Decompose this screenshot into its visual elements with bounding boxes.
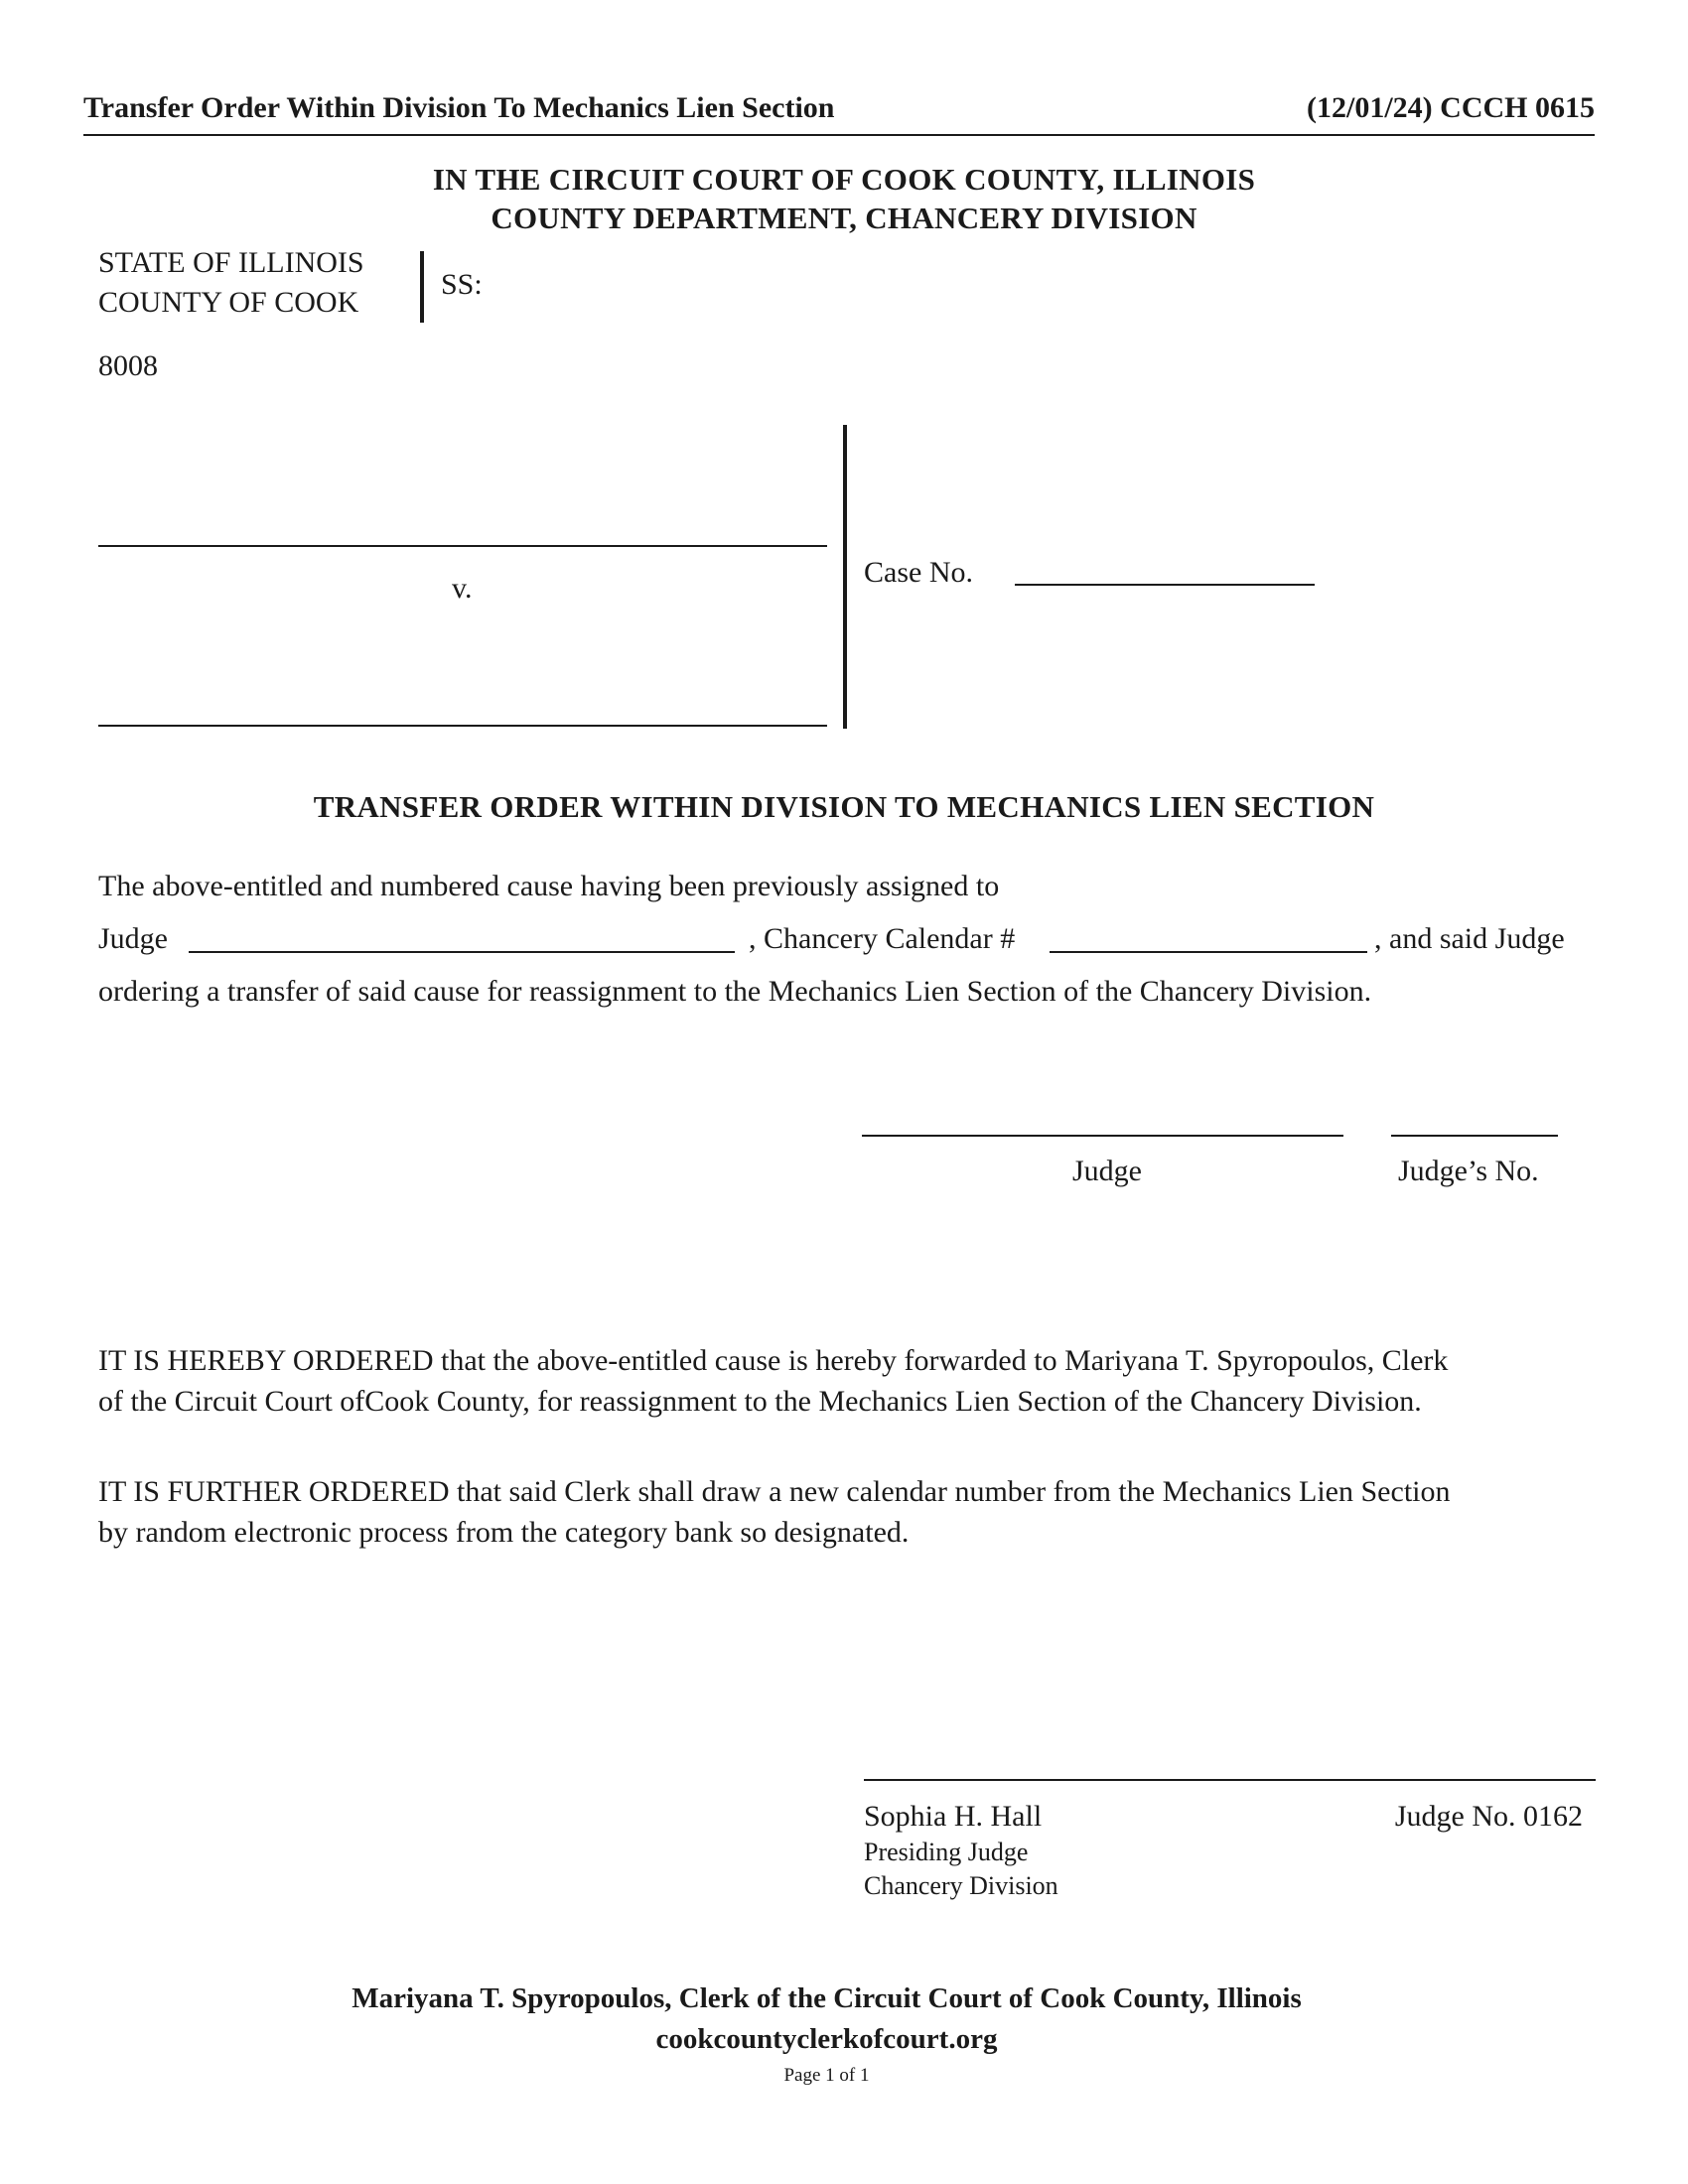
versus-label: v. — [452, 572, 473, 605]
case-no-field[interactable] — [1015, 584, 1315, 586]
judge-number-label: Judge’s No. — [1398, 1155, 1539, 1187]
venue-code: 8008 — [98, 349, 158, 382]
judge-number-field[interactable] — [1391, 1135, 1558, 1137]
form-title: Transfer Order Within Division To Mechanics Lien Section — [83, 91, 835, 124]
caption-divider — [843, 425, 847, 729]
court-title-line1: IN THE CIRCUIT COURT OF COOK COUNTY, ILLINOIS — [432, 162, 1256, 197]
judge-signature-field[interactable] — [862, 1135, 1343, 1137]
court-title-line2: COUNTY DEPARTMENT, CHANCERY DIVISION — [491, 201, 1197, 235]
form-code: (12/01/24) CCCH 0615 — [1307, 91, 1595, 124]
venue-bar — [420, 251, 424, 323]
venue-county: COUNTY OF COOK — [98, 286, 359, 319]
judge-signature-label: Judge — [1072, 1155, 1142, 1187]
footer-clerk: Mariyana T. Spyropoulos, Clerk of the Circuit Court of Cook County, Illinois — [352, 1982, 1302, 2014]
plaintiff-field[interactable] — [98, 545, 827, 547]
order-title: TRANSFER ORDER WITHIN DIVISION TO MECHANICS LIEN SECTION — [313, 789, 1375, 824]
defendant-field[interactable] — [98, 725, 827, 727]
further-ordered-line1: IT IS FURTHER ORDERED that said Clerk shall draw a new calendar number from the Mechanics Lien Section — [98, 1475, 1451, 1508]
footer-website[interactable]: cookcountyclerkofcourt.org — [655, 2023, 998, 2055]
presiding-judge-division: Chancery Division — [864, 1871, 1058, 1900]
calendar-label: , Chancery Calendar # — [749, 922, 1016, 955]
page-number: Page 1 of 1 — [783, 2065, 870, 2086]
assignment-ordering: ordering a transfer of said cause for reassignment to the Mechanics Lien Section of the Chancery Division. — [98, 975, 1372, 1008]
presiding-judge-name: Sophia H. Hall — [864, 1800, 1043, 1833]
and-said-judge: , and said Judge — [1374, 922, 1565, 955]
presiding-judge-title: Presiding Judge — [864, 1838, 1029, 1866]
header-rule — [83, 134, 1595, 136]
further-ordered-line2: by random electronic process from the category bank so designated. — [98, 1516, 910, 1549]
calendar-number-field[interactable] — [1050, 951, 1367, 953]
venue-ss: SS: — [441, 268, 483, 301]
assignment-intro: The above-entitled and numbered cause having been previously assigned to — [98, 870, 1000, 902]
hereby-ordered-line1: IT IS HEREBY ORDERED that the above-entitled cause is hereby forwarded to Mariyana T. Spyropoulos, Clerk — [98, 1344, 1449, 1377]
hereby-ordered-line2: of the Circuit Court ofCook County, for reassignment to the Mechanics Lien Section of the Chancery Division. — [98, 1385, 1422, 1418]
assigned-judge-field[interactable] — [189, 951, 735, 953]
assignment-judge-label: Judge — [98, 922, 168, 955]
presiding-signature-line — [864, 1779, 1596, 1781]
venue-state: STATE OF ILLINOIS — [98, 246, 364, 279]
presiding-judge-number: Judge No. 0162 — [1394, 1800, 1583, 1833]
case-no-label: Case No. — [864, 556, 973, 589]
